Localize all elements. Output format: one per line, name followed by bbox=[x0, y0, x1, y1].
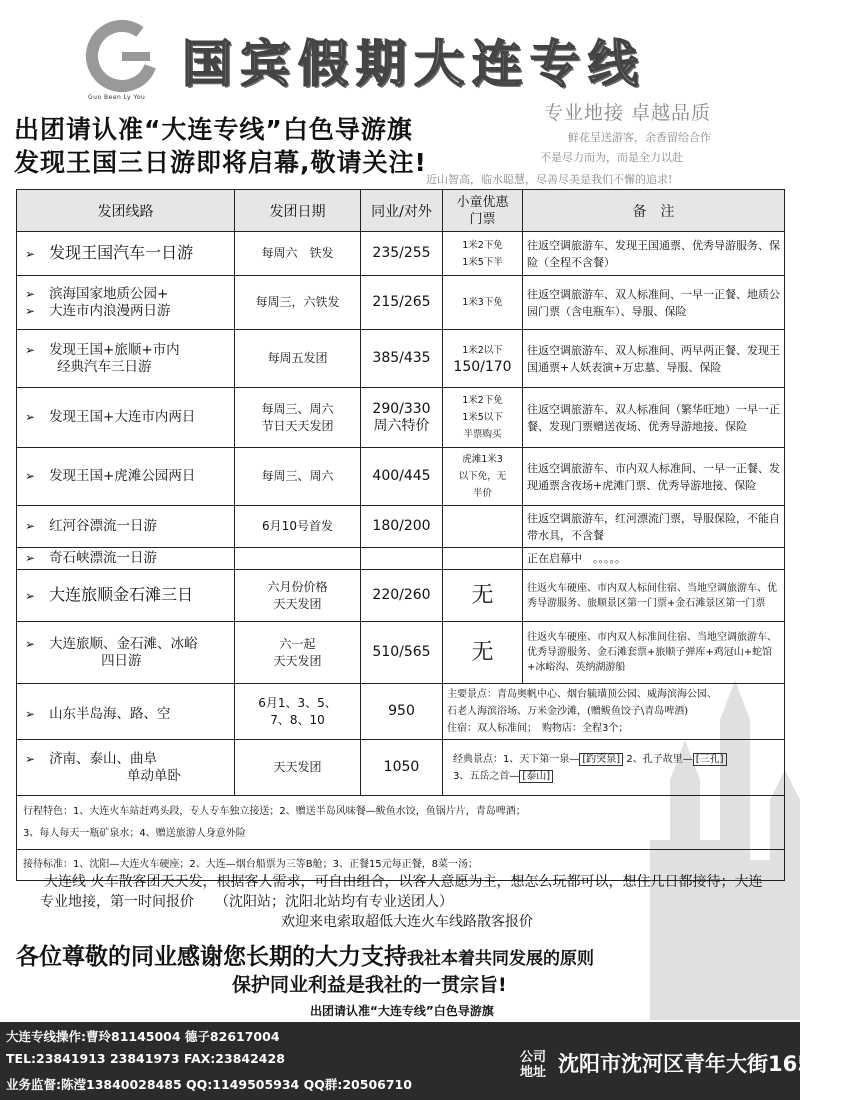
footer-supervisor: 业务监督:陈滢13840028485 QQ:1149505934 QQ群:20506710 bbox=[6, 1077, 412, 1092]
note-cell: 往返空调旅游车，红河漂流门票，导服保险，不能自带水具，不含餐 bbox=[523, 506, 785, 548]
logo-g-icon bbox=[82, 22, 162, 90]
date-cell bbox=[235, 622, 361, 684]
cell-line: 180/200 bbox=[372, 518, 431, 534]
slogan-line-3: 近山智高，临水聪慧，尽善尽美是我们不懈的追求! bbox=[426, 173, 673, 186]
info-paragraph: 大连线 火车散客团天天发，根据客人需求，可自由组合，以客人意愿为主，想怎么玩都可以，想住几日都接待；大连专业地接，第一时间报价 （沈阳站；沈阳北站均有专业送团人） bbox=[40, 874, 763, 910]
cell-line: 虎滩1米3 bbox=[462, 454, 503, 465]
cell-line: 无 bbox=[471, 583, 494, 608]
date-cell: 天天发团 bbox=[235, 740, 361, 796]
child-cell bbox=[443, 506, 523, 548]
route-cell bbox=[17, 506, 235, 548]
address-label bbox=[520, 1050, 546, 1080]
standards-cell: 接待标准：1、沈阳—大连火车硬座；2、大连—烟台船票为三等B舱；3、正餐15元每正餐，8菜一汤； bbox=[17, 850, 785, 881]
route-cell bbox=[17, 232, 235, 276]
cell-line: 215/265 bbox=[372, 294, 431, 310]
respect-line-3: 出团请认准“大连专线”白色导游旗 bbox=[310, 1004, 494, 1018]
route-cell bbox=[17, 684, 235, 740]
price-cell bbox=[361, 622, 443, 684]
date-cell bbox=[235, 276, 361, 330]
header-note: 备 注 bbox=[523, 190, 785, 232]
note-text: 经典景点：1、天下第一泉— bbox=[453, 753, 580, 765]
cell-line: 1米5以下 bbox=[462, 412, 503, 423]
route-text: 大连市内浪漫两日游 bbox=[49, 302, 171, 319]
route-text: 奇石峡漂流一日游 bbox=[49, 550, 158, 566]
table-row bbox=[17, 448, 785, 506]
cell-line: 235/255 bbox=[372, 245, 431, 261]
cell-line: 周六特价 bbox=[373, 417, 430, 434]
features-cell bbox=[17, 796, 785, 850]
route-text: 大连旅顺金石滩三日 bbox=[49, 585, 194, 604]
arrow-icon: ➢ bbox=[25, 636, 36, 651]
header-route: 发团线路 bbox=[17, 190, 235, 232]
route-line: 济南、泰山、曲阜 bbox=[49, 750, 158, 767]
route-table bbox=[16, 189, 785, 881]
date-line: 6月1、3、5、 bbox=[258, 695, 337, 710]
route-cell bbox=[17, 276, 235, 330]
price-cell bbox=[361, 548, 443, 570]
price-cell bbox=[361, 506, 443, 548]
date-line: 7、8、10 bbox=[270, 712, 325, 727]
note-line: 住宿：双人标准间； 购物店：全程3个； bbox=[447, 723, 629, 734]
cell-line: 无 bbox=[471, 640, 494, 665]
note-boxed: [泰山] bbox=[519, 770, 553, 783]
note-text: 2、孔子故里— bbox=[623, 753, 693, 765]
note-cell: 往返空调旅游车、双人标准间、两早两正餐、发现王国通票+人妖表演+万忠墓、导服、保险 bbox=[523, 330, 785, 388]
cell-line: 1米5下半 bbox=[462, 256, 503, 268]
arrow-icon: ➢ bbox=[25, 551, 36, 565]
welcome-line: 欢迎来电索取超低大连火车线路散客报价 bbox=[281, 914, 533, 930]
cell-line: 半票购买 bbox=[463, 429, 502, 440]
note-cell: 往返空调旅游车、双人标准间、一早一正餐、地质公园门票（含电瓶车）、导服、保险 bbox=[523, 276, 785, 330]
route-cell bbox=[17, 448, 235, 506]
arrow-icon: ➢ bbox=[25, 589, 36, 603]
price-cell bbox=[361, 232, 443, 276]
note-cell bbox=[443, 684, 785, 740]
respect-line-2: 保护同业利益是我社的一贯宗旨! bbox=[232, 974, 507, 996]
route-text: 四日游 bbox=[101, 652, 142, 669]
cell-line: 1米2下免 bbox=[462, 239, 503, 251]
price-cell bbox=[361, 448, 443, 506]
arrow-icon: ➢ bbox=[25, 286, 36, 301]
date-cell bbox=[235, 548, 361, 570]
date-cell bbox=[235, 506, 361, 548]
cell-line: 290/330 bbox=[372, 400, 431, 417]
arrow-icon: ➢ bbox=[25, 342, 36, 357]
route-text: 经典汽车三日游 bbox=[57, 358, 152, 375]
slogan-line-2: 不是尽力而为，而是全力以赴 bbox=[540, 151, 683, 164]
footer-phone: TEL:23841913 23841973 FAX:23842428 bbox=[6, 1051, 285, 1066]
child-cell bbox=[443, 330, 523, 388]
child-cell bbox=[443, 622, 523, 684]
date-cell bbox=[235, 330, 361, 388]
note-cell: 往返空调旅游车、市内双人标准间、一早一正餐、发现通票含夜场+虎滩门票、优秀导游地接、保险 bbox=[523, 448, 785, 506]
respect-big: 各位尊敬的同业感谢您长期的大力支持 bbox=[16, 944, 407, 970]
table-row bbox=[17, 548, 785, 570]
route-shandong: 山东半岛海、路、空 bbox=[49, 705, 171, 722]
features-row bbox=[17, 796, 785, 850]
header-price: 同业/对外 bbox=[361, 190, 443, 232]
table-row bbox=[17, 232, 785, 276]
cell-line: 以下免，无 bbox=[458, 471, 507, 482]
note-text: 3、五岳之首— bbox=[453, 770, 520, 782]
route-text: 发现王国+大连市内两日 bbox=[49, 409, 196, 425]
route-cell bbox=[17, 330, 235, 388]
route-text: 红河谷漂流一日游 bbox=[49, 518, 158, 534]
table-row bbox=[17, 622, 785, 684]
brand-title: 国宾假期大连专线 bbox=[182, 34, 646, 93]
promo-line-2: 发现王国三日游即将启幕,敬请关注! bbox=[14, 148, 427, 177]
footer bbox=[0, 1022, 856, 1100]
cell-line: 1米2下免 bbox=[462, 395, 503, 406]
table-row bbox=[17, 276, 785, 330]
cell-line: 6月10号首发 bbox=[262, 519, 333, 533]
route-cell bbox=[17, 548, 235, 570]
cell-line: 510/565 bbox=[372, 644, 431, 660]
arrow-icon: ➢ bbox=[25, 706, 36, 721]
route-cell bbox=[17, 388, 235, 448]
note-cell: 往返空调旅游车、发现王国通票、优秀导游服务、保险（全程不含餐） bbox=[523, 232, 785, 276]
promo-line-1: 出团请认准“大连专线”白色导游旗 bbox=[14, 115, 413, 144]
arrow-icon: ➢ bbox=[25, 247, 36, 261]
cell-line: 385/435 bbox=[372, 350, 431, 366]
cell-line: 半价 bbox=[472, 488, 492, 499]
cell-line: 六月份价格 bbox=[267, 579, 328, 594]
route-text: 发现王国汽车一日游 bbox=[49, 243, 194, 262]
cell-line: 每周三、周六 bbox=[261, 401, 334, 416]
arrow-icon: ➢ bbox=[25, 469, 36, 483]
date-cell bbox=[235, 570, 361, 622]
table-row bbox=[17, 740, 785, 796]
address-label-2: 地址 bbox=[520, 1065, 547, 1080]
table-row bbox=[17, 684, 785, 740]
cell-line: 天天发团 bbox=[273, 653, 322, 668]
slogan-line-1: 鲜花呈送游客，余香留给合作 bbox=[568, 131, 711, 144]
date-cell bbox=[235, 232, 361, 276]
note-boxed: [三孔] bbox=[693, 753, 727, 766]
note-cell: 往返空调旅游车、双人标准间（繁华旺地）一早一正餐、发现门票赠送夜场、优秀导游地接、保险 bbox=[523, 388, 785, 448]
route-cell bbox=[17, 740, 235, 796]
cell-line: 1米3下免 bbox=[462, 297, 503, 308]
child-cell bbox=[443, 232, 523, 276]
slogan-title: 专业地接 卓越品质 bbox=[544, 102, 712, 124]
cell-line: 六一起 bbox=[279, 636, 316, 651]
company-address: 沈阳市沈河区青年大街165-9号 bbox=[558, 1052, 856, 1076]
note-cell: 正在启幕中 。。。。。 bbox=[523, 548, 785, 570]
price-cell bbox=[361, 330, 443, 388]
cell-line: 每周五发团 bbox=[267, 351, 328, 365]
arrow-icon: ➢ bbox=[25, 303, 36, 318]
table-row bbox=[17, 388, 785, 448]
price-cell: 950 bbox=[361, 684, 443, 740]
price-cell bbox=[361, 388, 443, 448]
cell-line: 每周三、周六 bbox=[261, 469, 334, 483]
cell-line: 1米2以下 bbox=[462, 344, 503, 356]
cell-line: 节日天天发团 bbox=[261, 418, 334, 433]
note-cell bbox=[443, 740, 785, 796]
child-cell bbox=[443, 448, 523, 506]
note-boxed: [趵突泉] bbox=[579, 753, 623, 766]
features-line: 3、每人每天一瓶矿泉水；4、赠送旅游人身意外险 bbox=[23, 827, 246, 839]
cell-line: 每周三，六铁发 bbox=[255, 295, 340, 309]
cell-line: 每周六 铁发 bbox=[261, 246, 334, 260]
respect-line-1 bbox=[16, 938, 594, 971]
cell-line: 150/170 bbox=[453, 358, 512, 375]
route-text: 发现王国+旅顺+市内 bbox=[49, 341, 180, 358]
header-child: 小童优惠门票 bbox=[443, 190, 523, 232]
price-cell bbox=[361, 570, 443, 622]
child-cell bbox=[443, 276, 523, 330]
arrow-icon: ➢ bbox=[25, 410, 36, 424]
route-cell bbox=[17, 622, 235, 684]
table-row bbox=[17, 330, 785, 388]
respect-tail: 我社本着共同发展的原则 bbox=[407, 949, 594, 969]
footer-operator: 大连专线操作:曹玲81145004 德子82617004 bbox=[6, 1029, 280, 1044]
date-cell bbox=[235, 388, 361, 448]
route-text: 滨海国家地质公园+ bbox=[49, 285, 169, 302]
note-line: 主要景点：青岛奥帆中心、烟台毓璜顶公园、威海滨海公园、 bbox=[447, 689, 717, 700]
price-cell bbox=[361, 276, 443, 330]
date-cell bbox=[235, 684, 361, 740]
cell-line: 天天发团 bbox=[273, 596, 322, 611]
logo-subtitle: Guo Been Ly You bbox=[88, 94, 146, 101]
route-text: 大连旅顺、金石滩、冰峪 bbox=[49, 635, 198, 652]
child-cell bbox=[443, 388, 523, 448]
note-line: 石老人海滨浴场、万米金沙滩，(赠鲅鱼饺子\青岛啤酒) bbox=[447, 706, 689, 717]
cell-line: 400/445 bbox=[372, 468, 431, 484]
route-text: 发现王国+虎滩公园两日 bbox=[49, 468, 196, 484]
arrow-icon: ➢ bbox=[25, 751, 36, 766]
price-cell: 1050 bbox=[361, 740, 443, 796]
table-row bbox=[17, 570, 785, 622]
table-header-row bbox=[17, 190, 785, 232]
features-line: 行程特色：1、大连火车站赶鸡头段，专人专车独立接送；2、赠送半岛风味餐—鲅鱼水饺，鱼锅片片，青岛啤酒； bbox=[23, 805, 526, 817]
child-cell bbox=[443, 570, 523, 622]
cell-line: 220/260 bbox=[372, 587, 431, 603]
header-date: 发团日期 bbox=[235, 190, 361, 232]
date-cell bbox=[235, 448, 361, 506]
route-line: 单动单卧 bbox=[127, 767, 181, 784]
address-label-1: 公司 bbox=[520, 1050, 547, 1065]
note-cell: 往返火车硬座、市内双人标准间住宿、当地空调旅游车、优秀导游服务、金石滩套票+旅顺子弹库+鸡冠山+蛇馆+冰峪沟、英纳湖游船 bbox=[523, 622, 785, 684]
table-row bbox=[17, 506, 785, 548]
note-cell: 往返火车硬座、市内双人标间住宿、当地空调旅游车、优秀导游服务、旅顺景区第一门票+金石滩景区第一门票 bbox=[523, 570, 785, 622]
info-block bbox=[40, 872, 770, 932]
route-cell bbox=[17, 570, 235, 622]
child-cell bbox=[443, 548, 523, 570]
arrow-icon: ➢ bbox=[25, 519, 36, 533]
